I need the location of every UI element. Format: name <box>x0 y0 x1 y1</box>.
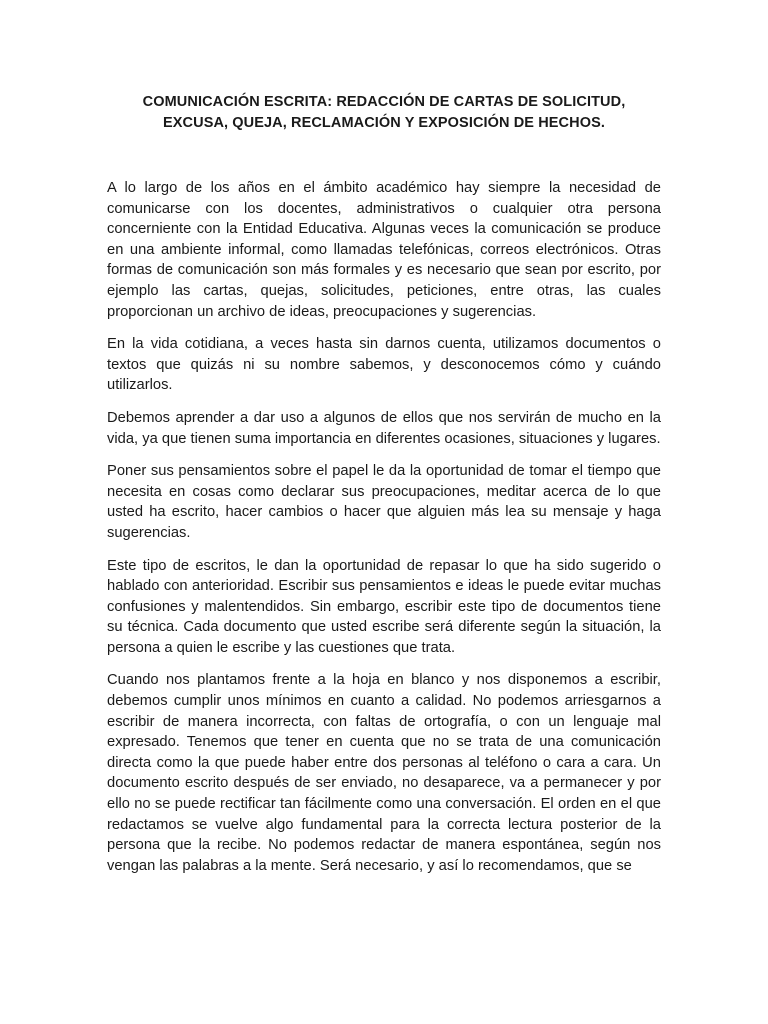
document-body <box>107 178 661 888</box>
paragraph-4: Poner sus pensamientos sobre el papel le da la oportunidad de tomar el tiempo que necesita en cosas como declarar sus preocupaciones, meditar acerca de lo que usted ha escrito, hacer cambios o hacer que alguien más lea su mensaje y haga sugerencias. <box>107 463 661 541</box>
paragraph-6: Cuando nos plantamos frente a la hoja en blanco y nos disponemos a escribir, debemos cumplir unos mínimos en cuanto a calidad. No podemos arriesgarnos a escribir de manera incorrecta, con faltas de ortografía, o con un lenguaje mal expresado. Tenemos que tener en cuenta que no se trata de una comunicación directa como la que puede haber entre dos personas al teléfono o cara a cara. Un documento escrito después de ser enviado, no desaparece, va a permanecer y por ello no se puede rectificar tan fácilmente como una conversación. El orden en el que redactamos se vuelve algo fundamental para la correcta lectura posterior de la persona que la recibe. No podemos redactar de manera espontánea, según nos vengan las palabras a la mente. Será necesario, y así lo recomendamos, que se <box>107 672 661 874</box>
paragraph-3: Debemos aprender a dar uso a algunos de ellos que nos servirán de mucho en la vida, ya que tienen suma importancia en diferentes ocasiones, situaciones y lugares. <box>107 409 661 447</box>
paragraph-5: Este tipo de escritos, le dan la oportunidad de repasar lo que ha sido sugerido o hablado con anterioridad. Escribir sus pensamientos e ideas le puede evitar muchas confusiones y malentendidos. Sin embargo, escribir este tipo de documentos tiene su técnica. Cada documento que usted escribe será diferente según la situación, la persona a quien le escribe y las cuestiones que trata. <box>107 557 661 656</box>
paragraph-1: A lo largo de los años en el ámbito académico hay siempre la necesidad de comunicarse con los docentes, administrativos o cualquier otra persona concerniente con la Entidad Educativa. Algunas veces la comunicación se produce en una ambiente informal, como llamadas telefónicas, correos electrónicos. Otras formas de comunicación son más formales y es necesario que sean por escrito, por ejemplo las cartas, quejas, solicitudes, peticiones, entre otras, las cuales proporcionan un archivo de ideas, preocupaciones y sugerencias. <box>107 180 661 320</box>
document-title-line-2: EXCUSA, QUEJA, RECLAMACIÓN Y EXPOSICIÓN DE HECHOS. <box>163 115 605 131</box>
document-title <box>100 92 668 134</box>
paragraph-2: En la vida cotidiana, a veces hasta sin darnos cuenta, utilizamos documentos o textos que quizás ni su nombre sabemos, y desconocemos cómo y cuándo utilizarlos. <box>107 336 661 394</box>
document-title-line-1: COMUNICACIÓN ESCRITA: REDACCIÓN DE CARTAS DE SOLICITUD, <box>142 94 626 110</box>
